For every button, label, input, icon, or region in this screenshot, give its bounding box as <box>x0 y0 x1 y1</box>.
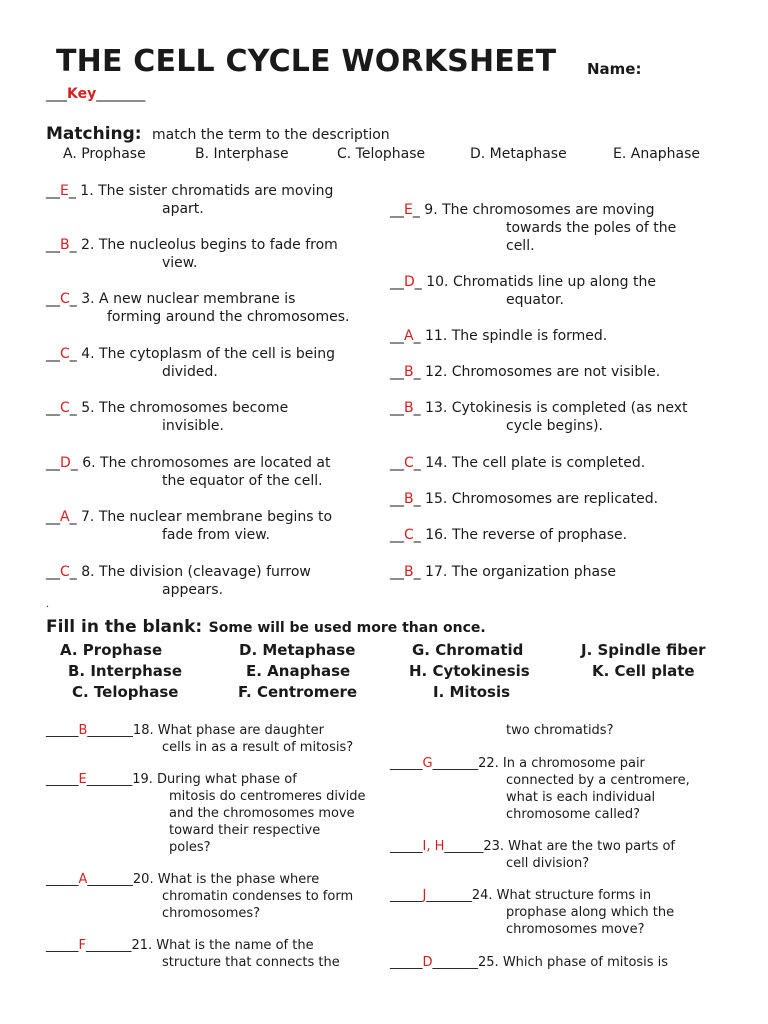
matching-item: __D_ 10. Chromatids line up along the equator. <box>390 274 656 308</box>
answer: C <box>60 346 70 362</box>
answer: D <box>422 955 433 970</box>
matching-option: E. Anaphase <box>613 146 701 162</box>
matching-item: __B_ 15. Chromosomes are replicated. <box>390 491 659 507</box>
answer: C <box>404 527 414 543</box>
matching-item: __C_ 4. The cytoplasm of the cell is being divided. <box>46 346 335 380</box>
answer: E <box>404 202 413 218</box>
matching-item: __C_ 5. The chromosomes become invisible. <box>46 400 289 434</box>
matching-item: __C_ 16. The reverse of prophase. <box>390 527 628 543</box>
matching-item: __C_ 14. The cell plate is completed. <box>390 455 646 471</box>
matching-item: __A_ 11. The spindle is formed. <box>390 328 608 344</box>
answer: B <box>404 364 414 380</box>
matching-item: __B_ 13. Cytokinesis is completed (as next cycle begins). <box>390 400 688 434</box>
fill-heading: Fill in the blank: Some will be used more than once. <box>46 617 486 637</box>
answer: C <box>60 400 70 416</box>
answer: I, H <box>422 839 445 854</box>
answer: B <box>60 237 70 253</box>
matching-item: __A_ 7. The nuclear membrane begins to fade from view. <box>46 509 333 543</box>
fill-option: B. Interphase <box>68 662 182 680</box>
answer: B <box>404 564 414 580</box>
answer: A <box>404 328 414 344</box>
stray-dot: . <box>46 599 50 610</box>
fill-option: G. Chromatid <box>412 641 524 659</box>
matching-item: __B_ 2. The nucleolus begins to fade from view. <box>46 237 338 271</box>
answer: D <box>404 274 415 290</box>
fill-question: _____F_______21. What is the name of the structure that connects the <box>46 938 340 970</box>
answer: C <box>404 455 414 471</box>
name-answer: Key <box>67 86 97 102</box>
answer: B <box>404 491 414 507</box>
answer: F <box>78 938 86 953</box>
fill-question: _____B_______18. What phase are daughter cells in as a result of mitosis? <box>46 723 354 755</box>
answer: G <box>422 756 433 771</box>
matching-option: D. Metaphase <box>470 146 567 162</box>
fill-option: J. Spindle fiber <box>581 641 706 659</box>
matching-item: __E_ 9. The chromosomes are moving towards the poles of the cell. <box>390 202 677 254</box>
fill-question: _____D_______25. Which phase of mitosis is <box>390 955 669 970</box>
matching-item: __D_ 6. The chromosomes are located at the equator of the cell. <box>46 455 331 489</box>
fill-question: _____J_______24. What structure forms in prophase along which the chromosomes move? <box>390 888 675 937</box>
fill-option: K. Cell plate <box>592 662 695 680</box>
answer: J <box>422 888 427 903</box>
worksheet-title: THE CELL CYCLE WORKSHEET <box>56 44 557 79</box>
fill-question: _____I, H______23. What are the two parts of cell division? <box>390 839 676 871</box>
fill-question-continuation: two chromatids? <box>506 723 614 738</box>
matching-item: __C_ 8. The division (cleavage) furrow appears. <box>46 564 311 598</box>
fill-option: E. Anaphase <box>246 662 351 680</box>
matching-instruction: match the term to the description <box>152 127 390 143</box>
matching-option: B. Interphase <box>195 146 289 162</box>
answer: C <box>60 564 70 580</box>
fill-option: D. Metaphase <box>239 641 356 659</box>
fill-instruction: Some will be used more than once. <box>208 620 486 636</box>
fill-question: _____E_______19. During what phase of mitosis do centromeres divide and the chromosomes move toward their respective poles? <box>46 772 366 855</box>
matching-item: __B_ 17. The organization phase <box>390 564 617 580</box>
answer: B <box>404 400 414 416</box>
matching-option: C. Telophase <box>337 146 426 162</box>
fill-option: H. Cytokinesis <box>409 662 530 680</box>
name-answer-line: ___Key_______ <box>46 86 146 102</box>
fill-question: _____G_______22. In a chromosome pair connected by a centromere, what is each individual chromosome called? <box>390 756 690 822</box>
answer: E <box>60 183 69 199</box>
answer: B <box>78 723 88 738</box>
answer: D <box>60 455 71 471</box>
matching-item: __E_ 1. The sister chromatids are moving apart. <box>46 183 334 217</box>
fill-option: I. Mitosis <box>433 683 511 701</box>
fill-option: F. Centromere <box>238 683 358 701</box>
name-label: Name: <box>587 60 642 78</box>
answer: A <box>60 509 70 525</box>
answer: E <box>78 772 87 787</box>
fill-option: C. Telophase <box>72 683 179 701</box>
matching-heading: Matching: match the term to the description <box>46 124 390 144</box>
matching-item: __B_ 12. Chromosomes are not visible. <box>390 364 661 380</box>
answer: C <box>60 291 70 307</box>
fill-option: A. Prophase <box>60 641 163 659</box>
matching-option: A. Prophase <box>63 146 146 162</box>
matching-item: __C_ 3. A new nuclear membrane is forming around the chromosomes. <box>46 291 350 325</box>
fill-question: _____A_______20. What is the phase where chromatin condenses to form chromosomes? <box>46 872 354 921</box>
answer: A <box>78 872 88 887</box>
